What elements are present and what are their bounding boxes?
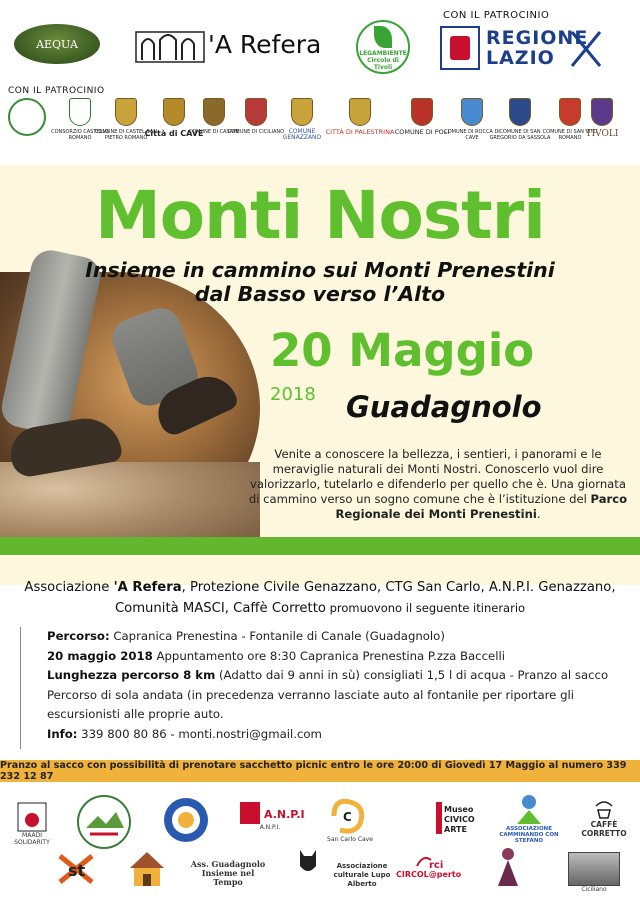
intro-end: . — [536, 507, 541, 521]
museo-icon — [434, 798, 478, 838]
sancarlo-logo — [326, 796, 374, 843]
ciciliano-label: Ciciliano — [581, 886, 607, 893]
svg-text:Museo: Museo — [444, 805, 474, 814]
coffee-cup-icon — [592, 798, 616, 820]
patrocinio-top-label: CON IL PATROCINIO — [443, 10, 550, 21]
percorso-label: Percorso: — [47, 629, 110, 643]
maadi-logo — [12, 802, 52, 846]
comune-label: TIVOLI — [585, 129, 619, 139]
event-subtitle — [0, 258, 640, 306]
lupo-logo — [296, 846, 320, 876]
promoters-arefa: 'A Refera — [113, 580, 182, 595]
regione-lazio-logo — [440, 26, 610, 72]
aequa-logo — [14, 24, 100, 64]
comune-label: COMUNE DI ROCCA DI CAVE — [444, 129, 500, 141]
detail-percorso — [47, 627, 632, 647]
svg-text:st: st — [68, 861, 86, 880]
regione-emblem-icon — [440, 26, 480, 70]
leaf-icon — [374, 26, 392, 48]
crest-icon — [69, 98, 91, 126]
maadi-label: MAADI SOLIDARITY — [14, 832, 50, 846]
subtitle-line1: Insieme in cammino sui Monti Prenestini — [85, 258, 555, 282]
comune-logo — [322, 98, 398, 135]
legambiente-label: LEGAMBIENTE Circolo di Tivoli — [359, 49, 407, 71]
promoters-suffix: promuovono il seguente itinerario — [325, 601, 526, 615]
camminando-icon — [511, 792, 547, 826]
legambiente-logo — [356, 20, 410, 74]
detail-length — [47, 666, 632, 686]
crest-icon — [461, 98, 483, 126]
crest-icon — [559, 98, 581, 126]
intro-text: Venite a conoscere la bellezza, i sentieri, i panorami e le meraviglie naturali dei Monti Nostri. Conoscerlo vuol dire valorizzarlo, tutelarlo e difenderlo per quello che è. Una giornata di cammino verso un sogno comune che è l’istituzione del — [248, 447, 626, 506]
comune-label: COMUNE GENAZZANO — [282, 128, 322, 141]
guadagnolo-label: Ass. Guadagnolo Insieme nel Tempo — [190, 859, 266, 887]
house-logo — [128, 848, 166, 888]
sponsors-row — [0, 790, 640, 905]
green-divider — [0, 537, 640, 555]
arefa-icon — [134, 26, 206, 66]
event-date: 20 Maggio — [270, 324, 535, 377]
crest-icon — [203, 98, 225, 126]
length-label: Lunghezza percorso 8 km — [47, 668, 216, 682]
caffe-label: CAFFÈ CORRETTO — [581, 820, 627, 838]
doll-logo — [488, 844, 528, 888]
circolo-logo — [396, 854, 461, 879]
percorso-value: Capranica Prenestina - Fontanile di Canale (Guadagnolo) — [109, 629, 445, 643]
doll-icon — [488, 844, 528, 888]
svg-text:C: C — [343, 810, 352, 824]
anpi-label: A.N.P.I. — [259, 824, 281, 831]
crest-icon — [591, 98, 613, 126]
crest-icon — [291, 98, 313, 126]
comune-logo — [582, 98, 622, 139]
ciciliano-logo — [568, 852, 620, 893]
date-value: Appuntamento ore 8:30 Capranica Prenestina P.zza Baccelli — [152, 648, 505, 663]
house-icon — [128, 848, 166, 888]
length-value: (Adatto dai 9 anni in sù) consigliati 1,5 l di acqua - Pranzo al sacco — [215, 668, 609, 682]
info-value: 339 800 80 86 - monti.nostri@gmail.com — [77, 726, 322, 741]
picnic-band: Pranzo al sacco con possibilità di prenotare sacchetto picnic entro le ore 20:00 di Giovedì 17 Maggio al numero 339 232 12 87 — [0, 760, 640, 782]
info-label: Info: — [47, 726, 78, 741]
protezione-civile-icon — [162, 796, 210, 844]
event-title: Monti Nostri — [95, 177, 545, 254]
anpi-logo — [240, 802, 305, 831]
st-icon — [56, 852, 96, 886]
regione-line2: LAZIO — [486, 47, 555, 69]
event-place: Guadagnolo — [346, 390, 542, 424]
sancarlo-icon — [326, 796, 374, 836]
comune-label: COMUNE DI CICILIANO — [227, 129, 285, 135]
svg-text:A.N.P.I: A.N.P.I — [264, 808, 305, 821]
comune-logo — [8, 98, 46, 136]
crest-icon — [411, 98, 433, 126]
crest-icon — [349, 98, 371, 126]
arefa-logo-text: 'A Refera — [208, 30, 322, 59]
crest-icon — [8, 98, 46, 136]
intro-bold: Parco Regionale dei Monti Prenestini — [335, 492, 628, 521]
comune-label: COMUNE DI CASAPE — [188, 129, 240, 135]
camminando-logo — [494, 792, 564, 844]
masci-logo — [76, 794, 132, 850]
detail-info — [47, 725, 632, 745]
date-label: 20 maggio 2018 — [47, 648, 153, 663]
comune-label: COMUNE DI SAN VITO ROMANO — [542, 129, 598, 141]
crest-icon — [115, 98, 137, 126]
sancarlo-label: San Carlo Cave — [327, 836, 373, 843]
crest-icon — [509, 98, 531, 126]
crest-icon — [245, 98, 267, 126]
comune-label: COMUNE DI CASTEL SAN PIETRO ROMANO — [95, 129, 157, 141]
patrocinio-left-label: CON IL PATROCINIO — [8, 86, 105, 96]
detail-note: Percorso di sola andata (in precedenza verranno lasciate auto al fontanile per riportare gli escursionisti alle proprie auto. — [47, 687, 575, 721]
aequa-label: AEQUA — [36, 37, 78, 51]
comune-label: Città di CAVE — [144, 129, 204, 138]
comune-label: COMUNE DI POLI — [394, 128, 450, 136]
masci-icon — [76, 794, 132, 850]
lupo-label: Associazione culturale Lupo Alberto — [333, 862, 391, 888]
promoters-rest: , Protezione Civile Genazzano, CTG San Carlo, A.N.P.I. Genazzano, — [181, 580, 616, 595]
st-logo — [56, 852, 96, 886]
anpi-icon — [240, 802, 305, 824]
arci-icon — [413, 854, 445, 870]
promoters-line2: Comunità MASCI, Caffè Corretto — [114, 601, 326, 616]
maadi-icon — [17, 802, 47, 832]
museo-logo — [434, 798, 478, 838]
svg-text:CIVICO: CIVICO — [444, 815, 475, 824]
caffe-logo — [572, 798, 636, 838]
itinerary-details — [20, 627, 632, 749]
header-logos — [0, 0, 640, 86]
svg-text:rci: rci — [428, 860, 443, 871]
ciciliano-photo — [568, 852, 620, 886]
lupo-association — [320, 862, 404, 889]
guadagnolo-association — [186, 860, 270, 887]
protezione-civile-logo — [162, 796, 210, 844]
promoters-text — [0, 578, 640, 619]
detail-date — [47, 647, 632, 667]
subtitle-line2: dal Basso verso l’Alto — [194, 282, 446, 306]
circolo-label: CIRCOL@perto — [396, 870, 462, 879]
wolf-icon — [296, 846, 320, 876]
comune-label: CITTÀ DI PALESTRINA — [325, 128, 395, 136]
regione-line1: REGIONE — [486, 27, 589, 49]
promoters-prefix: Associazione — [24, 580, 114, 595]
svg-text:ARTE: ARTE — [444, 825, 467, 834]
event-year: 2018 — [270, 384, 316, 405]
camminando-label: ASSOCIAZIONE CAMMINANDO CON STEFANO — [499, 826, 559, 844]
regione-chevron-icon — [570, 30, 606, 68]
comune-label: COMUNE DI SAN GREGORIO DA SASSOLA — [489, 129, 551, 141]
comuni-row — [8, 98, 634, 160]
event-intro — [248, 447, 628, 522]
comune-label: CONSORZIO CASTELLO ROMANO — [51, 129, 109, 141]
